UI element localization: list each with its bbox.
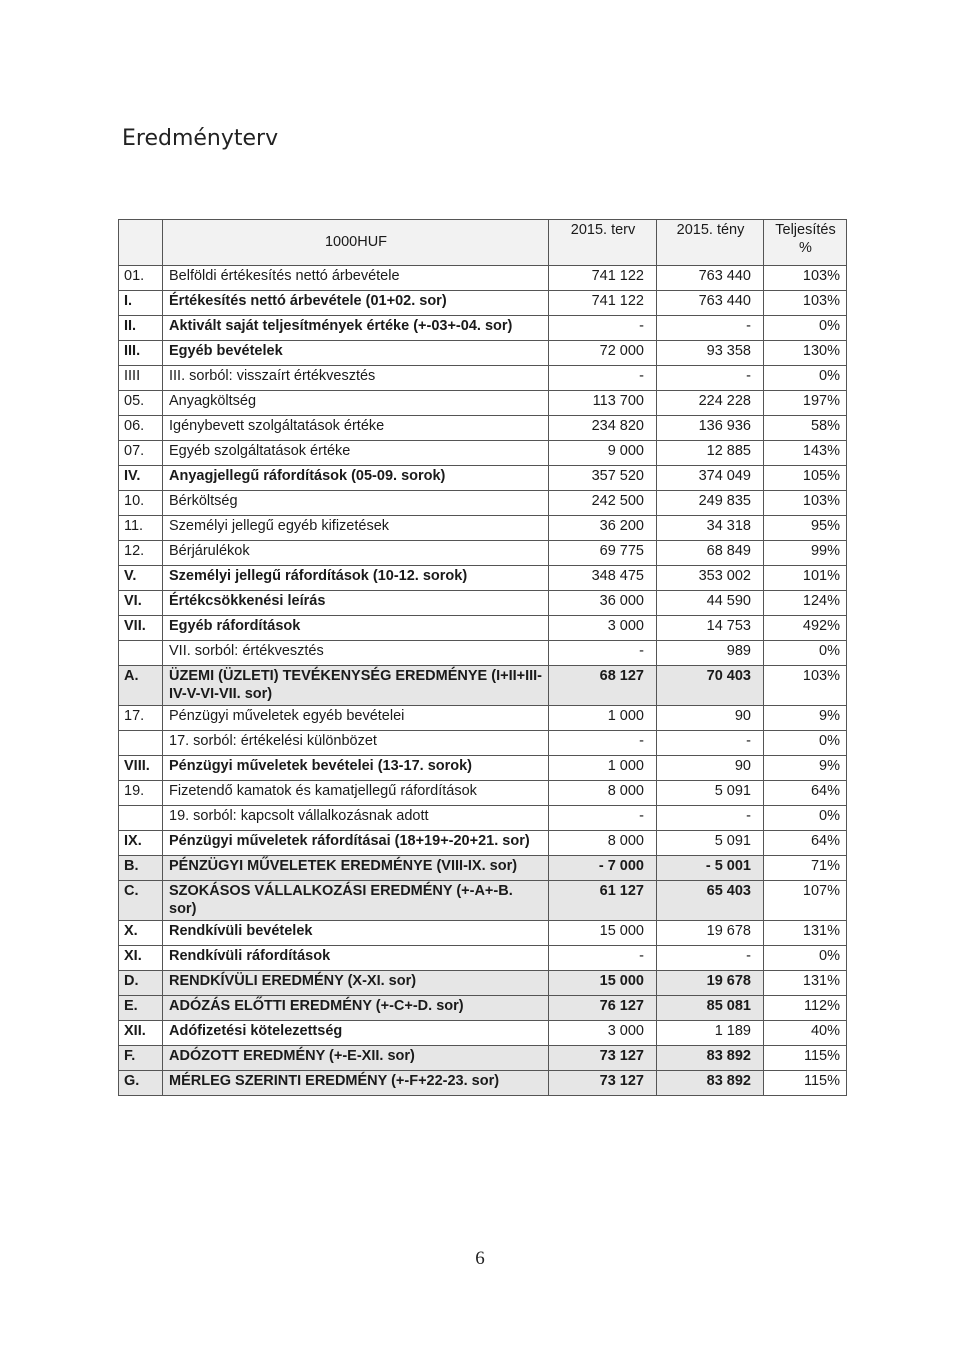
table-row bbox=[119, 616, 847, 641]
row-actual-value: 1 189 bbox=[657, 1021, 764, 1046]
row-actual-value: 34 318 bbox=[657, 516, 764, 541]
row-actual-value: 70 403 bbox=[657, 666, 764, 706]
row-plan-value: 76 127 bbox=[549, 996, 657, 1021]
row-code: 10. bbox=[119, 491, 163, 516]
table-row bbox=[119, 1021, 847, 1046]
row-plan-value: 15 000 bbox=[549, 921, 657, 946]
row-actual-value: - bbox=[657, 366, 764, 391]
row-completion-pct: 0% bbox=[764, 366, 847, 391]
row-code: 06. bbox=[119, 416, 163, 441]
page-number: 6 bbox=[475, 1248, 485, 1269]
row-plan-value: 73 127 bbox=[549, 1046, 657, 1071]
row-plan-value: 36 200 bbox=[549, 516, 657, 541]
row-actual-value: 90 bbox=[657, 706, 764, 731]
row-plan-value: 69 775 bbox=[549, 541, 657, 566]
row-label: Személyi jellegű egyéb kifizetések bbox=[163, 516, 549, 541]
row-code: VI. bbox=[119, 591, 163, 616]
row-plan-value: 1 000 bbox=[549, 756, 657, 781]
row-completion-pct: 0% bbox=[764, 731, 847, 756]
table-row bbox=[119, 566, 847, 591]
header-code-cell bbox=[119, 220, 163, 266]
header-actual: 2015. tény bbox=[657, 220, 764, 266]
row-label: MÉRLEG SZERINTI EREDMÉNY (+-F+22-23. sor) bbox=[163, 1071, 549, 1096]
page-title: Eredményterv bbox=[122, 126, 279, 151]
row-plan-value: - bbox=[549, 731, 657, 756]
table-row bbox=[119, 756, 847, 781]
table-row bbox=[119, 516, 847, 541]
table-row bbox=[119, 541, 847, 566]
row-label: Anyagjellegű ráfordítások (05-09. sorok) bbox=[163, 466, 549, 491]
row-label: SZOKÁSOS VÁLLALKOZÁSI EREDMÉNY (+-A+-B. sor) bbox=[163, 881, 549, 921]
row-label: Személyi jellegű ráfordítások (10-12. sorok) bbox=[163, 566, 549, 591]
row-actual-value: 249 835 bbox=[657, 491, 764, 516]
table-row bbox=[119, 881, 847, 921]
row-code: 17. bbox=[119, 706, 163, 731]
table-row bbox=[119, 806, 847, 831]
table-header-row bbox=[119, 220, 847, 266]
row-actual-value: 12 885 bbox=[657, 441, 764, 466]
row-actual-value: 19 678 bbox=[657, 971, 764, 996]
row-plan-value: 3 000 bbox=[549, 1021, 657, 1046]
row-label: Rendkívüli ráfordítások bbox=[163, 946, 549, 971]
row-completion-pct: 103% bbox=[764, 291, 847, 316]
row-plan-value: 73 127 bbox=[549, 1071, 657, 1096]
row-plan-value: - bbox=[549, 946, 657, 971]
row-actual-value: 93 358 bbox=[657, 341, 764, 366]
row-label: Értékcsökkenési leírás bbox=[163, 591, 549, 616]
row-completion-pct: 58% bbox=[764, 416, 847, 441]
table-row bbox=[119, 706, 847, 731]
row-code: IIII bbox=[119, 366, 163, 391]
row-completion-pct: 101% bbox=[764, 566, 847, 591]
row-label: Rendkívüli bevételek bbox=[163, 921, 549, 946]
row-completion-pct: 99% bbox=[764, 541, 847, 566]
row-label: Egyéb szolgáltatások értéke bbox=[163, 441, 549, 466]
row-completion-pct: 0% bbox=[764, 316, 847, 341]
row-actual-value: 83 892 bbox=[657, 1046, 764, 1071]
row-plan-value: 8 000 bbox=[549, 831, 657, 856]
row-actual-value: - bbox=[657, 806, 764, 831]
row-label: Belföldi értékesítés nettó árbevétele bbox=[163, 266, 549, 291]
row-label: Aktivált saját teljesítmények értéke (+-03+-04. sor) bbox=[163, 316, 549, 341]
row-code: E. bbox=[119, 996, 163, 1021]
table-row bbox=[119, 731, 847, 756]
row-plan-value: 234 820 bbox=[549, 416, 657, 441]
table-row bbox=[119, 971, 847, 996]
row-code: A. bbox=[119, 666, 163, 706]
row-label: ADÓZOTT EREDMÉNY (+-E-XII. sor) bbox=[163, 1046, 549, 1071]
row-completion-pct: 40% bbox=[764, 1021, 847, 1046]
row-label: Egyéb bevételek bbox=[163, 341, 549, 366]
row-plan-value: 9 000 bbox=[549, 441, 657, 466]
row-plan-value: 3 000 bbox=[549, 616, 657, 641]
table-row bbox=[119, 781, 847, 806]
row-completion-pct: 130% bbox=[764, 341, 847, 366]
row-completion-pct: 115% bbox=[764, 1046, 847, 1071]
row-completion-pct: 0% bbox=[764, 641, 847, 666]
row-completion-pct: 103% bbox=[764, 266, 847, 291]
row-plan-value: 357 520 bbox=[549, 466, 657, 491]
row-label: Anyagköltség bbox=[163, 391, 549, 416]
row-code: XI. bbox=[119, 946, 163, 971]
table-row bbox=[119, 856, 847, 881]
row-label: ADÓZÁS ELŐTTI EREDMÉNY (+-C+-D. sor) bbox=[163, 996, 549, 1021]
row-actual-value: 763 440 bbox=[657, 266, 764, 291]
row-code: XII. bbox=[119, 1021, 163, 1046]
row-completion-pct: 131% bbox=[764, 971, 847, 996]
row-completion-pct: 131% bbox=[764, 921, 847, 946]
row-code: VII. bbox=[119, 616, 163, 641]
row-label: Fizetendő kamatok és kamatjellegű ráfordítások bbox=[163, 781, 549, 806]
row-actual-value: 83 892 bbox=[657, 1071, 764, 1096]
row-code: VIII. bbox=[119, 756, 163, 781]
row-code: F. bbox=[119, 1046, 163, 1071]
row-completion-pct: 64% bbox=[764, 781, 847, 806]
row-actual-value: 989 bbox=[657, 641, 764, 666]
row-code: 19. bbox=[119, 781, 163, 806]
row-code bbox=[119, 641, 163, 666]
row-label: Értékesítés nettó árbevétele (01+02. sor) bbox=[163, 291, 549, 316]
row-completion-pct: 197% bbox=[764, 391, 847, 416]
row-label: VII. sorból: értékvesztés bbox=[163, 641, 549, 666]
row-plan-value: - bbox=[549, 806, 657, 831]
row-actual-value: 224 228 bbox=[657, 391, 764, 416]
income-statement-table bbox=[118, 219, 847, 1096]
row-actual-value: - bbox=[657, 731, 764, 756]
table-row bbox=[119, 466, 847, 491]
table-row bbox=[119, 1071, 847, 1096]
header-plan: 2015. terv bbox=[549, 220, 657, 266]
row-label: Igénybevett szolgáltatások értéke bbox=[163, 416, 549, 441]
row-actual-value: 353 002 bbox=[657, 566, 764, 591]
table-row bbox=[119, 831, 847, 856]
row-label: Bérjárulékok bbox=[163, 541, 549, 566]
row-actual-value: 14 753 bbox=[657, 616, 764, 641]
row-actual-value: 5 091 bbox=[657, 831, 764, 856]
row-label: PÉNZÜGYI MŰVELETEK EREDMÉNYE (VIII-IX. sor) bbox=[163, 856, 549, 881]
row-plan-value: 113 700 bbox=[549, 391, 657, 416]
row-completion-pct: 64% bbox=[764, 831, 847, 856]
row-code: 12. bbox=[119, 541, 163, 566]
row-plan-value: 15 000 bbox=[549, 971, 657, 996]
table-row bbox=[119, 921, 847, 946]
row-plan-value: - bbox=[549, 366, 657, 391]
row-code: D. bbox=[119, 971, 163, 996]
row-code bbox=[119, 731, 163, 756]
row-completion-pct: 103% bbox=[764, 491, 847, 516]
row-actual-value: - 5 001 bbox=[657, 856, 764, 881]
row-actual-value: 136 936 bbox=[657, 416, 764, 441]
row-actual-value: 374 049 bbox=[657, 466, 764, 491]
row-plan-value: 36 000 bbox=[549, 591, 657, 616]
row-code bbox=[119, 806, 163, 831]
row-completion-pct: 9% bbox=[764, 756, 847, 781]
row-completion-pct: 95% bbox=[764, 516, 847, 541]
row-plan-value: 68 127 bbox=[549, 666, 657, 706]
table-row bbox=[119, 591, 847, 616]
row-completion-pct: 0% bbox=[764, 806, 847, 831]
row-code: 07. bbox=[119, 441, 163, 466]
row-completion-pct: 0% bbox=[764, 946, 847, 971]
table-row bbox=[119, 291, 847, 316]
row-code: I. bbox=[119, 291, 163, 316]
row-code: B. bbox=[119, 856, 163, 881]
table-row bbox=[119, 416, 847, 441]
row-plan-value: 348 475 bbox=[549, 566, 657, 591]
row-plan-value: - 7 000 bbox=[549, 856, 657, 881]
row-completion-pct: 103% bbox=[764, 666, 847, 706]
row-actual-value: 65 403 bbox=[657, 881, 764, 921]
row-code: 11. bbox=[119, 516, 163, 541]
row-actual-value: 19 678 bbox=[657, 921, 764, 946]
row-label: 17. sorból: értékelési különbözet bbox=[163, 731, 549, 756]
row-actual-value: 90 bbox=[657, 756, 764, 781]
row-plan-value: 1 000 bbox=[549, 706, 657, 731]
row-code: II. bbox=[119, 316, 163, 341]
row-label: Pénzügyi műveletek ráfordításai (18+19+-20+21. sor) bbox=[163, 831, 549, 856]
row-label: Pénzügyi műveletek egyéb bevételei bbox=[163, 706, 549, 731]
table-row bbox=[119, 1046, 847, 1071]
row-code: X. bbox=[119, 921, 163, 946]
row-actual-value: 763 440 bbox=[657, 291, 764, 316]
row-plan-value: 61 127 bbox=[549, 881, 657, 921]
row-completion-pct: 107% bbox=[764, 881, 847, 921]
table-row bbox=[119, 366, 847, 391]
row-plan-value: 741 122 bbox=[549, 291, 657, 316]
row-code: 05. bbox=[119, 391, 163, 416]
row-actual-value: 5 091 bbox=[657, 781, 764, 806]
row-actual-value: - bbox=[657, 316, 764, 341]
row-plan-value: 242 500 bbox=[549, 491, 657, 516]
header-completion: Teljesítés % bbox=[764, 220, 847, 266]
row-plan-value: - bbox=[549, 641, 657, 666]
row-label: Adófizetési kötelezettség bbox=[163, 1021, 549, 1046]
row-code: IX. bbox=[119, 831, 163, 856]
row-code: III. bbox=[119, 341, 163, 366]
row-completion-pct: 105% bbox=[764, 466, 847, 491]
header-unit: 1000HUF bbox=[163, 220, 549, 266]
row-code: V. bbox=[119, 566, 163, 591]
table-row bbox=[119, 441, 847, 466]
row-completion-pct: 143% bbox=[764, 441, 847, 466]
row-label: ÜZEMI (ÜZLETI) TEVÉKENYSÉG EREDMÉNYE (I+II+III-IV-V-VI-VII. sor) bbox=[163, 666, 549, 706]
row-actual-value: 44 590 bbox=[657, 591, 764, 616]
row-label: RENDKÍVÜLI EREDMÉNY (X-XI. sor) bbox=[163, 971, 549, 996]
row-label: III. sorból: visszaírt értékvesztés bbox=[163, 366, 549, 391]
row-actual-value: - bbox=[657, 946, 764, 971]
row-code: IV. bbox=[119, 466, 163, 491]
row-completion-pct: 124% bbox=[764, 591, 847, 616]
row-completion-pct: 71% bbox=[764, 856, 847, 881]
row-plan-value: 8 000 bbox=[549, 781, 657, 806]
row-label: Pénzügyi műveletek bevételei (13-17. sorok) bbox=[163, 756, 549, 781]
row-actual-value: 68 849 bbox=[657, 541, 764, 566]
table-row bbox=[119, 266, 847, 291]
table-row bbox=[119, 341, 847, 366]
table-row bbox=[119, 666, 847, 706]
row-completion-pct: 9% bbox=[764, 706, 847, 731]
table-row bbox=[119, 996, 847, 1021]
row-plan-value: - bbox=[549, 316, 657, 341]
row-code: 01. bbox=[119, 266, 163, 291]
table-row bbox=[119, 391, 847, 416]
table-row bbox=[119, 946, 847, 971]
row-actual-value: 85 081 bbox=[657, 996, 764, 1021]
table-row bbox=[119, 491, 847, 516]
table-body bbox=[119, 266, 847, 1096]
row-plan-value: 72 000 bbox=[549, 341, 657, 366]
row-plan-value: 741 122 bbox=[549, 266, 657, 291]
table-row bbox=[119, 641, 847, 666]
row-code: G. bbox=[119, 1071, 163, 1096]
row-label: Bérköltség bbox=[163, 491, 549, 516]
table-row bbox=[119, 316, 847, 341]
row-code: C. bbox=[119, 881, 163, 921]
row-label: 19. sorból: kapcsolt vállalkozásnak adott bbox=[163, 806, 549, 831]
row-completion-pct: 492% bbox=[764, 616, 847, 641]
row-label: Egyéb ráfordítások bbox=[163, 616, 549, 641]
row-completion-pct: 112% bbox=[764, 996, 847, 1021]
row-completion-pct: 115% bbox=[764, 1071, 847, 1096]
